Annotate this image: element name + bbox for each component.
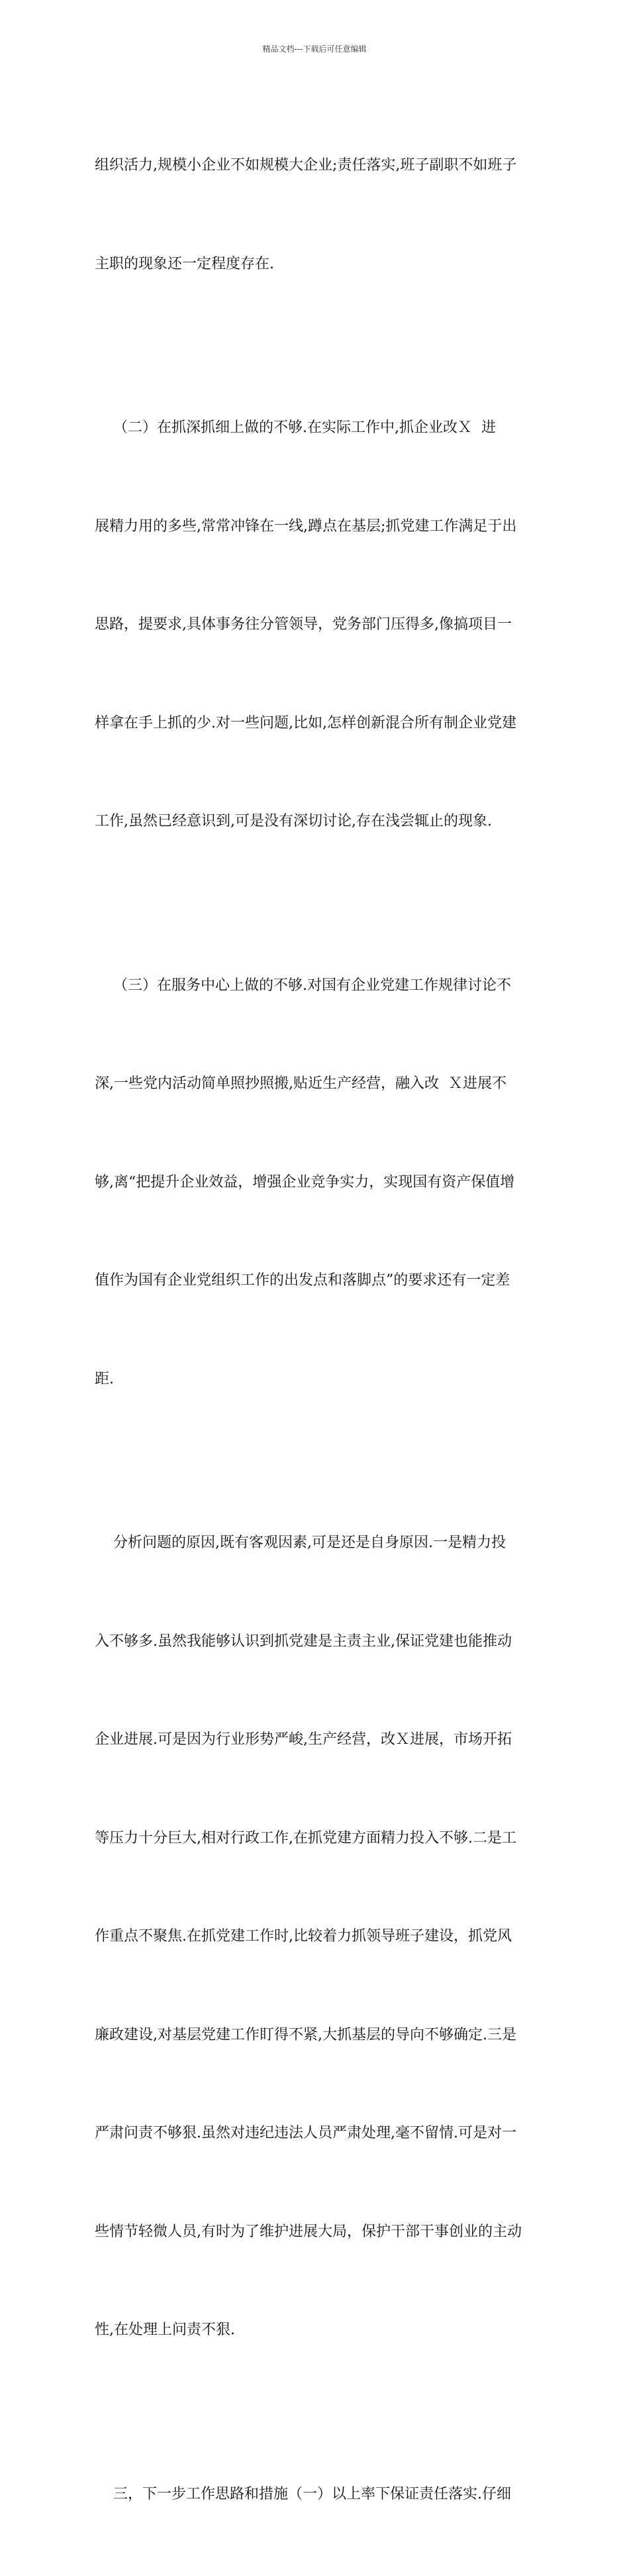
text-line: 性,在处理上问责不狠. xyxy=(95,2314,535,2347)
text-line: 够,离“把提升企业效益，增强企业竞争实力，实现国有资产保值增 xyxy=(95,1166,535,1199)
text-line: 工作,虽然已经意识到,可是没有深切讨论,存在浅尝辄止的现象. xyxy=(95,805,535,838)
text-line: 严肃问责不够狠.虽然对违纪违法人员严肃处理,毫不留情.可是对一 xyxy=(95,2117,535,2150)
text-line: 三，下一步工作思路和措施（一）以上率下保证责任落实.仔细 xyxy=(95,2478,535,2511)
page-header: 精品文档---下载后可任意编辑 xyxy=(0,44,629,54)
paragraph xyxy=(95,83,535,346)
paragraph xyxy=(95,904,535,1462)
text-line: 展精力用的多些,常常冲锋在一线,蹲点在基层;抓党建工作满足于出 xyxy=(95,510,535,543)
text-line: 企业进展.可是因为行业形势严峻,生产经营，改Ｘ进展，市场开拓 xyxy=(95,1723,535,1756)
text-line: 些情节轻微人员,有时为了维护进展大局，保护干部干事创业的主动 xyxy=(95,2216,535,2249)
text-line: 距. xyxy=(95,1363,535,1396)
text-line: （二）在抓深抓细上做的不够.在实际工作中,抓企业改Ｘ 进 xyxy=(95,411,535,445)
text-line: 入不够多.虽然我能够认识到抓党建是主责主业,保证党建也能推动 xyxy=(95,1625,535,1658)
text-line: 组织活力,规模小企业不如规模大企业;责任落实,班子副职不如班子 xyxy=(95,149,535,182)
text-line: 分析问题的原因,既有客观因素,可是还是自身原因.一是精力投 xyxy=(95,1527,535,1560)
paragraph xyxy=(95,1461,535,2412)
text-line: 思路，提要求,具体事务往分管领导，党务部门压得多,像搞项目一 xyxy=(95,608,535,641)
text-line: 主职的现象还一定程度存在. xyxy=(95,248,535,281)
text-line: 深,一些党内活动简单照抄照搬,贴近生产经营，融入改 Ｘ进展不 xyxy=(95,1067,535,1100)
paragraph xyxy=(95,346,535,904)
text-line: 等压力十分巨大,相对行政工作,在抓党建方面精力投入不够.二是工 xyxy=(95,1822,535,1855)
text-line: 廉政建设,对基层党建工作盯得不紧,大抓基层的导向不够确定.三是 xyxy=(95,2019,535,2052)
text-line: 值作为国有企业党组织工作的出发点和落脚点”的要求还有一定差 xyxy=(95,1264,535,1297)
text-line: 样拿在手上抓的少.对一些问题,比如,怎样创新混合所有制企业党建 xyxy=(95,707,535,740)
text-line: （三）在服务中心上做的不够.对国有企业党建工作规律讨论不 xyxy=(95,969,535,1002)
paragraph xyxy=(95,2412,535,2576)
document-body xyxy=(95,83,535,2576)
text-line: 作重点不聚焦.在抓党建工作时,比较着力抓领导班子建设，抓党风 xyxy=(95,1920,535,1953)
